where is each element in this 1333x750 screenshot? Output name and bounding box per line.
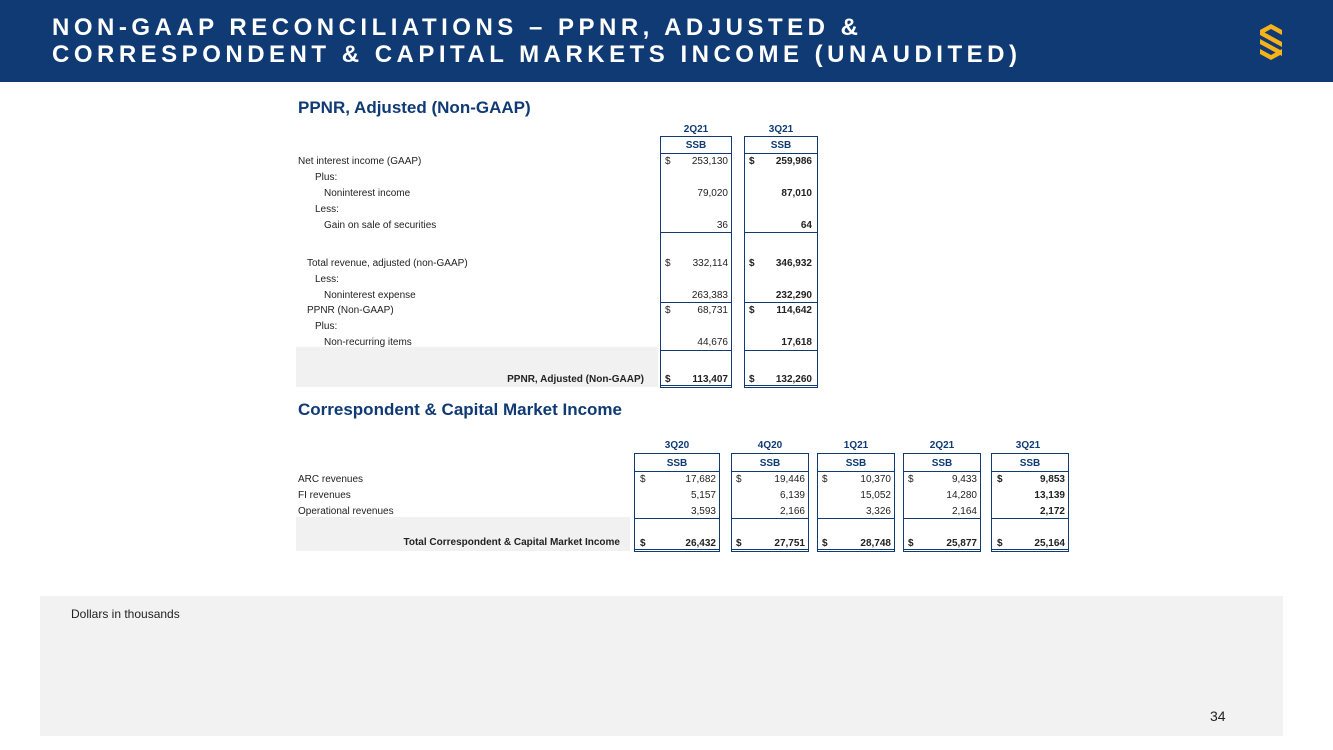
cmi-row-label: Operational revenues [298,506,394,517]
ppnr-subtotal-line-2 [744,302,818,303]
ppnr-row-label: Noninterest income [324,188,411,199]
ppnr-subtotal-line-1 [660,302,732,303]
ppnr-header-underline-1 [660,153,732,154]
ppnr-value: 253,130 [691,156,728,167]
currency-symbol: $ [908,474,914,485]
cmi-value: 6,139 [779,490,805,501]
ppnr-value: 332,114 [692,258,728,269]
cmi-total-double-line [903,549,981,552]
cmi-total-double-line [817,549,895,552]
cmi-total-value: 26,432 [685,538,716,549]
cmi-subtotal-line [731,518,809,519]
ppnr-value: 346,932 [775,258,812,269]
cmi-value: 5,157 [690,490,716,501]
currency-symbol: $ [736,538,742,549]
cmi-value: 17,682 [685,474,716,485]
currency-symbol: $ [749,258,755,269]
slide-title [52,14,1021,68]
cmi-period: 3Q20 [664,440,690,451]
ppnr-row-label: Total revenue, adjusted (non-GAAP) [307,258,468,269]
cmi-header-underline [991,471,1069,472]
ppnr-section-title: PPNR, Adjusted (Non-GAAP) [298,98,531,117]
cmi-period: 4Q20 [757,440,783,451]
ppnr-row-label: Plus: [315,321,338,332]
ppnr-row-label: Plus: [315,172,338,183]
cmi-value: 19,446 [774,474,805,485]
cmi-total-value: 25,164 [1034,538,1065,549]
cmi-value: 3,593 [690,506,716,517]
ppnr-subtotal-line-2 [744,232,818,233]
cmi-value: 14,280 [946,490,977,501]
ppnr-value: 259,986 [775,156,812,167]
currency-symbol: $ [749,374,755,385]
ppnr-header-underline-2 [744,153,818,154]
cmi-row-label: FI revenues [298,490,351,501]
cmi-subtotal-line [634,518,720,519]
cmi-period: 1Q21 [843,440,869,451]
ppnr-subtotal-line-2 [744,350,818,351]
company-logo [1256,22,1286,62]
ppnr-row-label: Non-recurring items [324,337,412,348]
cmi-entity: SSB [845,458,867,469]
cmi-subtotal-line [903,518,981,519]
cmi-value: 2,166 [779,506,805,517]
cmi-header-underline [903,471,981,472]
ppnr-value: 68,731 [697,305,728,316]
currency-symbol: $ [665,156,671,167]
slide-title-line-1: NON-GAAP RECONCILIATIONS – PPNR, ADJUSTED & [52,14,863,41]
ppnr-value: 79,020 [697,188,728,199]
ppnr-total-value-1: 113,407 [692,374,728,385]
cmi-row-label: ARC revenues [298,474,364,485]
cmi-section-title: Correspondent & Capital Market Income [298,400,623,419]
currency-symbol: $ [822,538,828,549]
ppnr-subtotal-line-1 [660,350,732,351]
currency-symbol: $ [997,538,1003,549]
currency-symbol: $ [822,474,828,485]
cmi-period: 2Q21 [929,440,955,451]
cmi-entity: SSB [1019,458,1041,469]
cmi-header-underline [634,471,720,472]
currency-symbol: $ [749,156,755,167]
ppnr-total-label: PPNR, Adjusted (Non-GAAP) [507,374,644,385]
ppnr-row-label: Noninterest expense [324,290,416,301]
ppnr-value: 17,618 [781,337,812,348]
ppnr-row-label: Less: [315,274,339,285]
cmi-total-double-line [731,549,809,552]
ppnr-row-label: Gain on sale of securities [324,220,437,231]
currency-symbol: $ [736,474,742,485]
cmi-value: 3,326 [865,506,891,517]
footnote-text: Dollars in thousands [71,607,180,621]
currency-symbol: $ [665,305,671,316]
ppnr-value: 87,010 [781,188,812,199]
ppnr-entity-2: SSB [770,140,792,151]
cmi-header-underline [817,471,895,472]
cmi-value: 13,139 [1034,490,1065,501]
cmi-period: 3Q21 [1015,440,1041,451]
currency-symbol: $ [749,305,755,316]
cmi-value: 10,370 [860,474,891,485]
cmi-value: 9,853 [1039,474,1065,485]
cmi-entity: SSB [931,458,953,469]
ppnr-period-1: 2Q21 [683,124,709,135]
currency-symbol: $ [640,474,646,485]
title-bar [0,0,1333,82]
currency-symbol: $ [908,538,914,549]
cmi-total-double-line [991,549,1069,552]
cmi-total-label: Total Correspondent & Capital Market Income [403,537,620,548]
ppnr-row-label: Less: [315,204,339,215]
currency-symbol: $ [640,538,646,549]
currency-symbol: $ [665,258,671,269]
cmi-value: 2,172 [1039,506,1065,517]
ppnr-value: 114,642 [776,305,812,316]
ppnr-subtotal-line-1 [660,232,732,233]
ppnr-value: 64 [800,220,812,231]
cmi-subtotal-line [991,518,1069,519]
cmi-total-value: 27,751 [774,538,805,549]
cmi-value: 2,164 [951,506,977,517]
ppnr-period-2: 3Q21 [768,124,794,135]
cmi-value: 15,052 [860,490,891,501]
ppnr-row-label: Net interest income (GAAP) [298,156,422,167]
cmi-entity: SSB [759,458,781,469]
slide-title-line-2: CORRESPONDENT & CAPITAL MARKETS INCOME (UNAUDITED) [52,41,1022,68]
currency-symbol: $ [665,374,671,385]
ppnr-total-double-line-2 [744,385,818,388]
currency-symbol: $ [997,474,1003,485]
ppnr-row-label: PPNR (Non-GAAP) [307,305,394,316]
cmi-subtotal-line [817,518,895,519]
cmi-total-double-line [634,549,720,552]
ppnr-value: 44,676 [697,337,728,348]
cmi-header-underline [731,471,809,472]
page-number: 34 [1210,708,1226,724]
ppnr-value: 232,290 [775,290,812,301]
ppnr-total-value-2: 132,260 [775,374,812,385]
cmi-total-value: 28,748 [860,538,891,549]
ppnr-entity-1: SSB [685,140,707,151]
cmi-entity: SSB [666,458,688,469]
ppnr-value: 36 [716,220,728,231]
footnote-panel [40,596,1283,736]
cmi-total-value: 25,877 [946,538,977,549]
ppnr-value: 263,383 [691,290,728,301]
cmi-value: 9,433 [951,474,977,485]
ppnr-total-double-line-1 [660,385,732,388]
